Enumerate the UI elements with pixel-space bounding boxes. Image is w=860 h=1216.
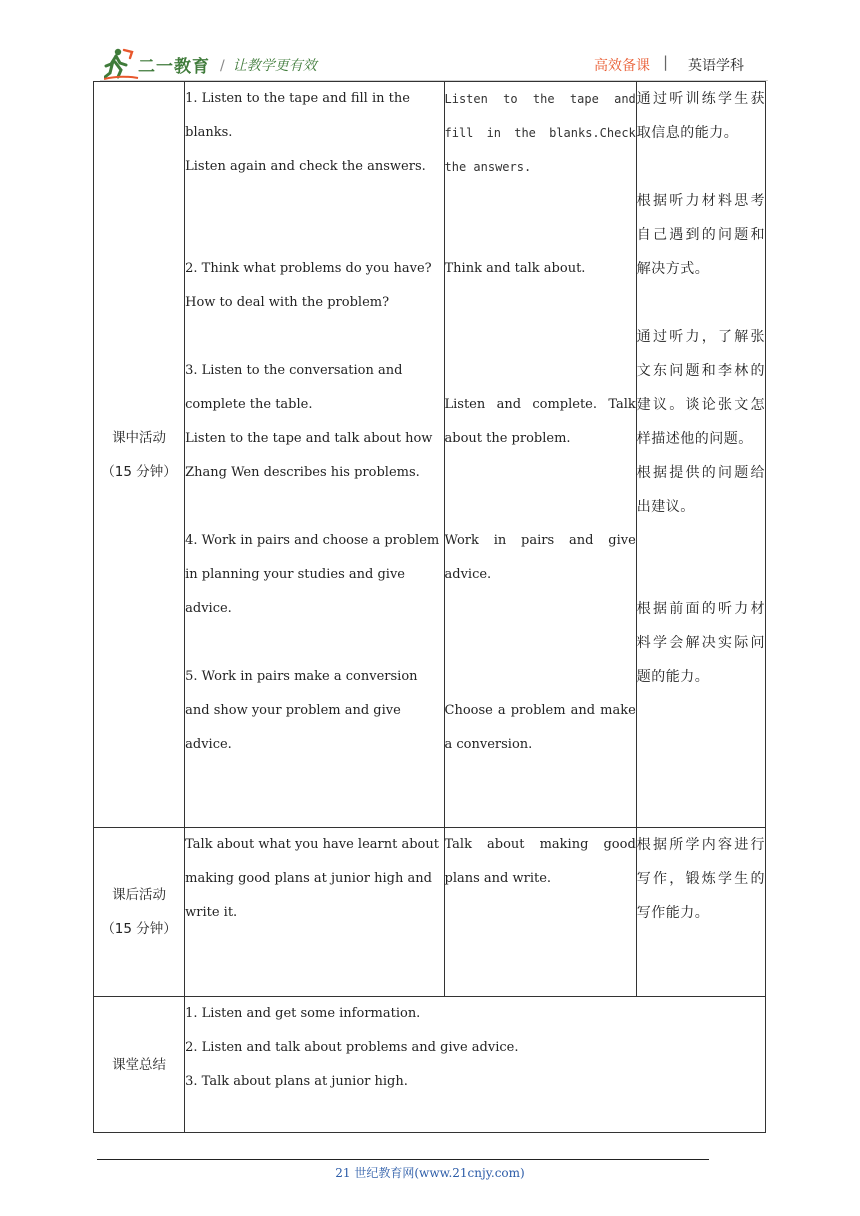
stage-cell-in-class [94,82,185,828]
student-activity-cell [444,828,636,997]
teacher-step: Listen to the tape and talk about how Zhang Wen describes his problems. [185,431,433,480]
design-purpose-cell [636,82,765,828]
page-header [100,44,760,82]
slogan: / 让教学更有效 [220,58,317,74]
stage-label: 课中活动 [112,429,167,446]
teacher-step: 1. Listen to the tape and fill in the blanks. [185,91,410,140]
teacher-activity-cell [185,82,444,828]
student-step: Work in pairs and give advice. [444,533,636,582]
stage-cell-after-class [94,828,185,997]
header-tag-right: 英语学科 [688,58,744,74]
student-step: Talk about making good plans and write. [444,837,636,886]
teacher-activity-cell [185,828,444,997]
stage-label: 课堂总结 [112,1056,167,1073]
purpose-text: 通过听力，了解张文东问题和李林的建议。谈论张文怎样描述他的问题。 [636,329,765,447]
teacher-step: How to deal with the problem? [185,295,390,310]
stage-duration: （15 分钟） [101,463,177,480]
brand-logo [104,46,224,80]
purpose-text: 根据前面的听力材料学会解决实际问题的能力。 [636,601,765,685]
student-step: Listen and complete. Talk about the problem. [444,397,636,446]
stage-duration: （15 分钟） [101,921,177,937]
teacher-step: 4. Work in pairs and choose a problem in planning your studies and give advice. [185,533,440,616]
student-activity-cell [444,82,636,828]
table-row [94,828,766,997]
student-step: Choose a problem and make a conversion. [444,703,636,752]
purpose-text: 根据听力材料思考自己遇到的问题和解决方式。 [636,193,765,277]
slogan-text: 让教学更有效 [232,58,317,74]
student-step: Listen to the tape and fill in the blanks.Check the answers. [444,92,636,174]
teacher-step: Listen again and check the answers. [185,159,426,174]
summary-item: 2. Listen and talk about problems and give advice. [185,1040,519,1055]
design-purpose-cell [636,828,765,997]
purpose-text: 根据提供的问题给出建议。 [636,465,765,515]
stage-label: 课后活动 [112,887,167,903]
purpose-text: 通过听训练学生获取信息的能力。 [636,91,765,141]
teacher-step: 2. Think what problems do you have? [185,261,432,276]
header-tag-separator: | [662,53,668,71]
table-row [94,997,766,1133]
summary-item: 1. Listen and get some information. [185,1006,421,1021]
student-step: Think and talk about. [444,261,586,276]
summary-cell [185,997,766,1133]
brand-name: 二一教育 [138,57,210,77]
header-tag-left: 高效备课 [594,58,650,74]
stage-cell-summary [94,997,185,1133]
teacher-step: 3. Listen to the conversation and complete the table. [185,363,403,412]
teacher-step: Talk about what you have learnt about making good plans at junior high and write it. [185,837,439,920]
summary-item: 3. Talk about plans at junior high. [185,1074,408,1089]
lesson-plan-table [93,81,766,1133]
table-row [94,82,766,828]
purpose-text: 根据所学内容进行写作，锻炼学生的写作能力。 [636,837,765,921]
teacher-step: 5. Work in pairs make a conversion and show your problem and give advice. [185,669,418,752]
footer-source: 21 世纪教育网(www.21cnjy.com) [335,1166,525,1180]
footer-divider [97,1159,709,1160]
